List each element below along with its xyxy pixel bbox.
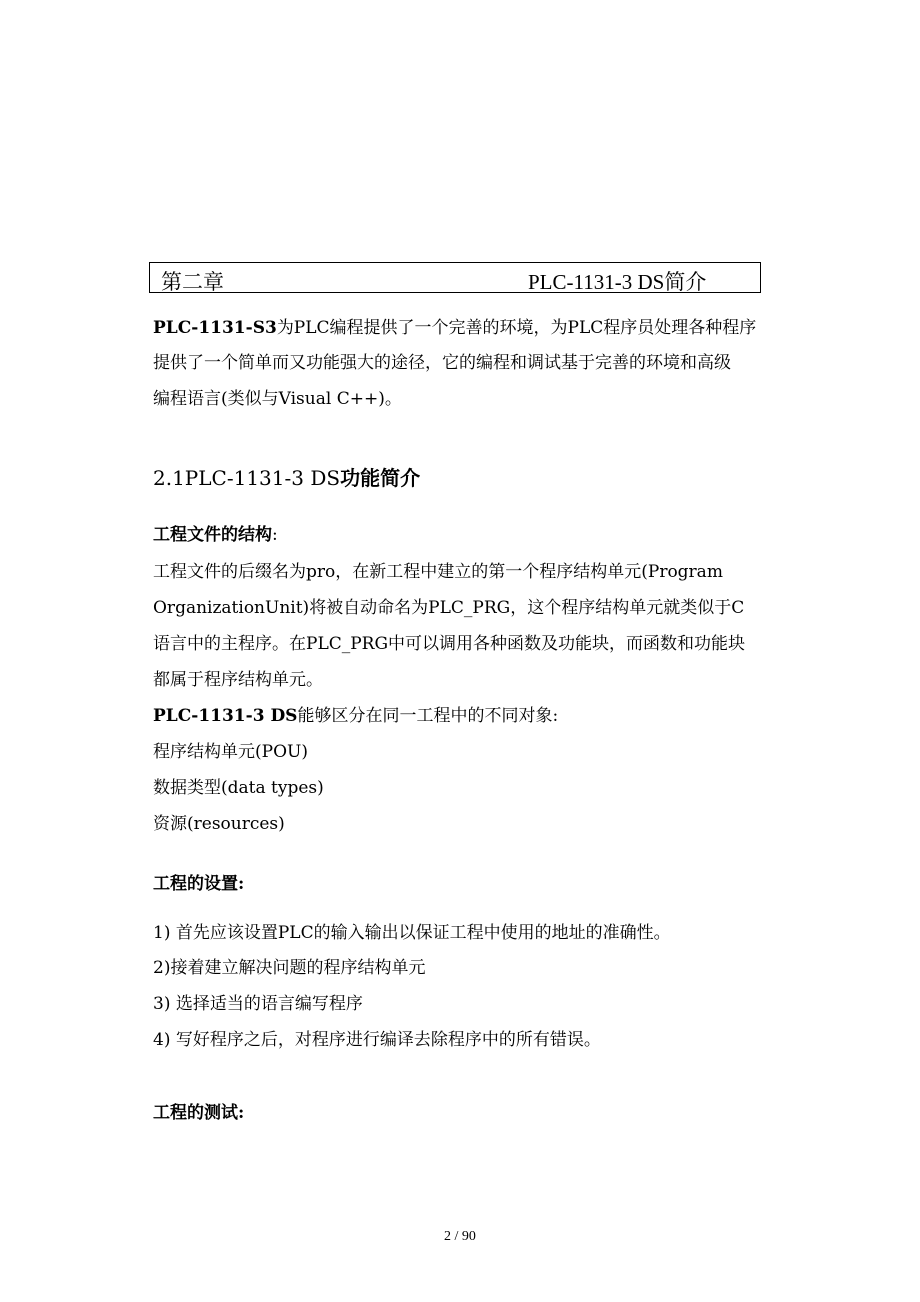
intro-product-name: PLC-1131-S3 [153, 318, 277, 338]
settings-step-3: 3) 选择适当的语言编写程序 [153, 994, 363, 1014]
object-item-resources: 资源(resources) [153, 814, 285, 834]
settings-step-2: 2)接着建立解决问题的程序结构单元 [153, 958, 426, 978]
settings-step-1: 1) 首先应该设置PLC的输入输出以保证工程中使用的地址的准确性。 [153, 923, 671, 943]
settings-step-4: 4) 写好程序之后，对程序进行编译去除程序中的所有错误。 [153, 1030, 601, 1050]
objects-intro-product: PLC-1131-3 DS [153, 706, 298, 726]
structure-heading-text: 工程文件的结构 [153, 525, 272, 545]
section-number-title: 2.1PLC-1131-3 DS [153, 466, 341, 490]
chapter-header-box [149, 262, 761, 293]
objects-intro [153, 708, 558, 725]
intro-line-1 [153, 320, 756, 337]
structure-line-3: 语言中的主程序。在PLC_PRG中可以调用各种函数及功能块，而函数和功能块 [153, 634, 746, 654]
structure-line-4: 都属于程序结构单元。 [153, 670, 323, 690]
intro-line-3: 编程语言(类似与Visual C++)。 [153, 389, 402, 409]
objects-intro-text: 能够区分在同一工程中的不同对象: [297, 706, 559, 726]
object-item-pou: 程序结构单元(POU) [153, 742, 308, 762]
structure-heading [153, 527, 278, 544]
structure-line-1: 工程文件的后缀名为pro，在新工程中建立的第一个程序结构单元(Program [153, 562, 723, 582]
section-title: 功能简介 [340, 466, 421, 490]
intro-line-2: 提供了一个简单而又功能强大的途径，它的编程和调试基于完善的环境和高级 [153, 353, 731, 373]
structure-heading-colon: : [272, 525, 278, 545]
settings-heading: 工程的设置: [153, 874, 245, 894]
structure-line-2: OrganizationUnit)将被自动命名为PLC_PRG，这个程序结构单元就类似于C [153, 598, 745, 618]
testing-heading: 工程的测试: [153, 1103, 245, 1123]
chapter-label: 第二章 [161, 270, 224, 294]
page-number: 2 / 90 [444, 1229, 476, 1244]
object-item-data-types: 数据类型(data types) [153, 778, 324, 798]
section-heading [153, 462, 420, 491]
chapter-title: PLC-1131-3 DS简介 [528, 270, 707, 294]
intro-line-1-text: 为PLC编程提供了一个完善的环境，为PLC程序员处理各种程序 [276, 318, 757, 338]
